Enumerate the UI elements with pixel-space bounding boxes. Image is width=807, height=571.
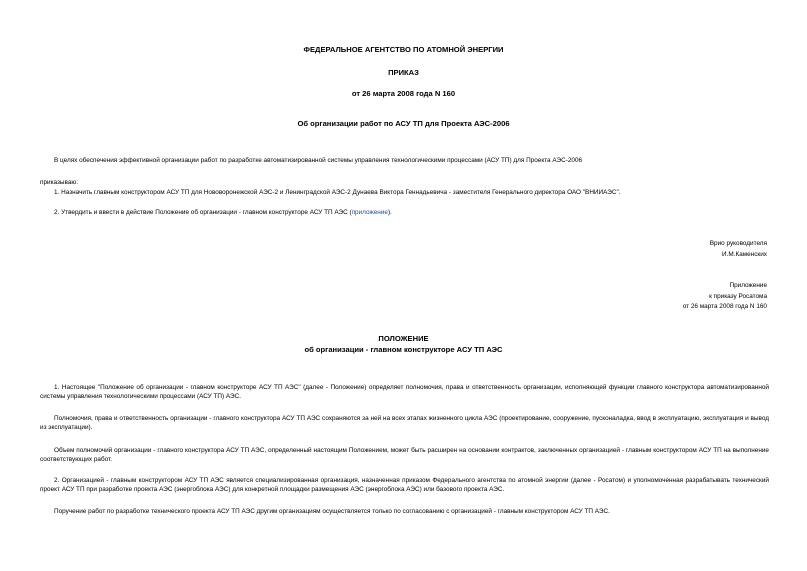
order-date: от 26 марта 2008 года N 160 [351, 89, 456, 98]
appendix-order-date: от 26 марта 2008 года N 160 [682, 303, 767, 310]
regulation-subtitle: об организации - главном конструкторе АСУ ТП АЭС [304, 345, 503, 354]
order-preamble: В целях обеспечения эффективной организации работ по разработке автоматизированной системы управления технологическими процессами (АСУ ТП) для Проекта АЭС-2006 [54, 157, 583, 164]
order-item-2-suffix: ). [387, 209, 392, 216]
appendix-link[interactable]: приложение [351, 209, 388, 216]
doc-type-heading: ПРИКАЗ [388, 68, 419, 77]
order-word: приказываю: [40, 179, 78, 186]
order-item-1: 1. Назначить главным конструктором АСУ ТП для Нововоронежской АЭС-2 и Ленинградской АЭС-2 Дунаева Виктора Геннадьевича - заместителя Генерального директора ОАО "ВНИИАЭС". [54, 189, 621, 196]
regulation-paragraph-5: Поручение работ по разработке технического проекта АСУ ТП АЭС другим организациям осуществляется только по согласованию с организацией - главным конструктором АСУ ТП АЭС. [54, 508, 610, 515]
signature-position: Врио руководителя [709, 240, 767, 247]
order-title: Об организации работ по АСУ ТП для Проекта АЭС-2006 [297, 119, 510, 128]
signature-name: И.М.Каменских [722, 251, 767, 258]
agency-heading: ФЕДЕРАЛЬНОЕ АГЕНТСТВО ПО АТОМНОЙ ЭНЕРГИИ [303, 45, 504, 54]
appendix-order-ref: к приказу Росатома [709, 293, 767, 300]
appendix-label: Приложение [729, 282, 767, 289]
regulation-paragraph-4: 2. Организацией - главным конструктором АСУ ТП АЭС является специализированная организация, назначенная приказом Федерального агентства по атомной энергии (далее - Росатом) и уполномоченная разрабатывать технический проект АСУ ТП при разработке проекта АЭС (энергоблока АЭС) для конкретной площадки размещения АЭС (энергоблока АЭС) или базового проекта АЭС. [40, 477, 769, 494]
order-item-2 [54, 208, 392, 217]
regulation-title: ПОЛОЖЕНИЕ [378, 334, 429, 343]
regulation-paragraph-2: Полномочия, права и ответственность организации - главного конструктора АСУ ТП АЭС сохраняются за ней на всех этапах жизненного цикла АЭС (проектирование, сооружение, пусконаладка, ввод в эксплуатацию, эксплуатация и вывод из эксплуатации). [40, 415, 769, 432]
regulation-paragraph-1: 1. Настоящее "Положение об организации - главном конструкторе АСУ ТП АЭС" (далее - Положение) определяет полномочия, права и ответственность организации, исполняющей функции главного конструктора автоматизированной системы управления технологическими процессами (АСУ ТП) АЭС. [40, 384, 769, 401]
order-item-2-prefix: 2. Утвердить и ввести в действие Положение об организации - главном конструкторе АСУ ТП АЭС ( [54, 209, 352, 216]
regulation-paragraph-3: Объем полномочий организации - главного конструктора АСУ ТП АЭС, определенный настоящим Положением, может быть расширен на основании контрактов, заключенных организацией - главным конструктором АСУ ТП на выполнение соответствующих работ. [40, 447, 769, 464]
